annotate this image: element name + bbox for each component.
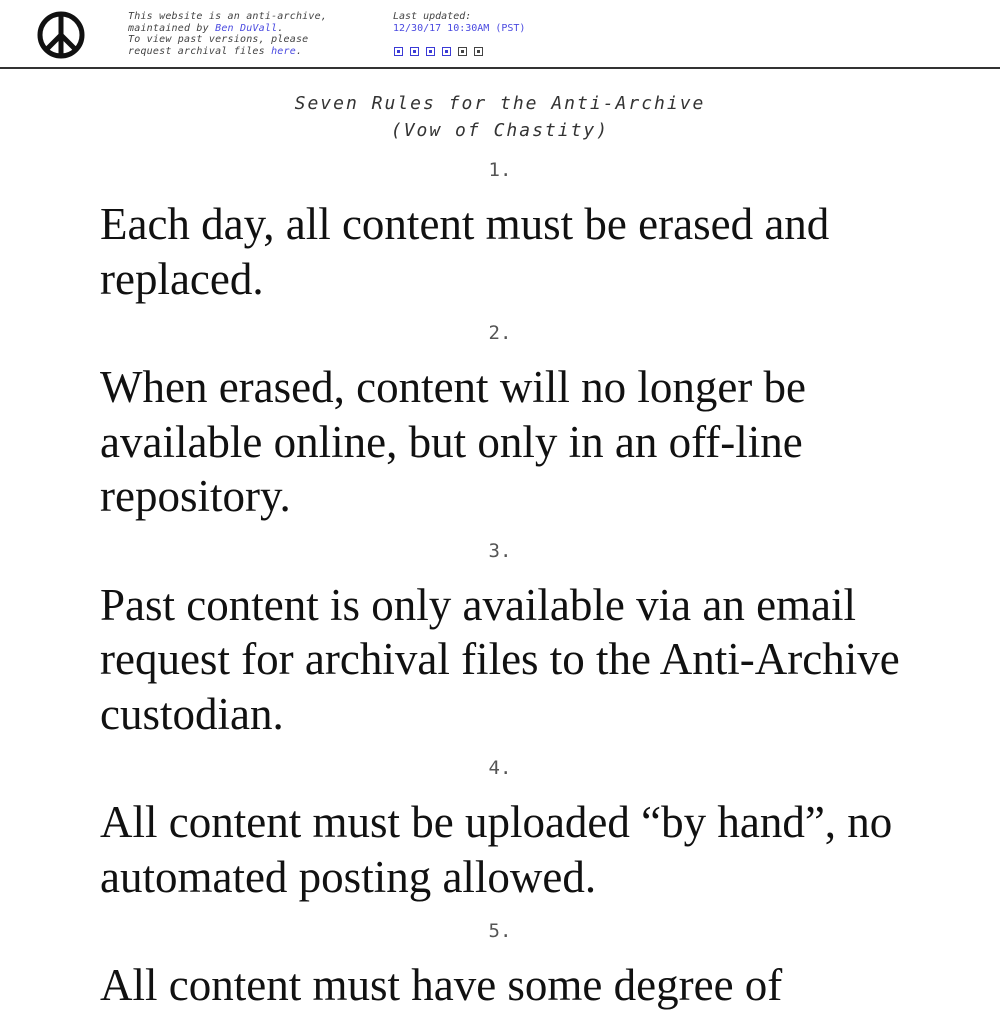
- info-line: This website is an anti-archive,: [128, 11, 328, 22]
- last-updated: [393, 11, 613, 35]
- rule-text: When erased, content will no longer be available online, but only in an off-line repository.: [100, 362, 807, 521]
- rule-text: Past content is only available via an email request for archival files to the Anti-Archive custodian.: [100, 579, 900, 739]
- page-title: [0, 90, 1000, 144]
- rule-text: Each day, all content must be erased and replaced.: [100, 199, 830, 304]
- rule-item: [100, 318, 910, 524]
- maintainer-link[interactable]: Ben DuVall: [215, 22, 278, 34]
- blue-square-icon[interactable]: [442, 47, 451, 56]
- rule-item: [100, 753, 910, 904]
- archival-request-link[interactable]: here: [271, 45, 296, 57]
- rule-text: All content must be uploaded “by hand”, no automated posting allowed.: [100, 797, 893, 902]
- rule-text: All content must have some degree of: [100, 960, 783, 1010]
- header-bar: [0, 0, 1000, 69]
- info-text: maintained by: [128, 22, 216, 34]
- rule-item: [100, 536, 910, 742]
- info-line: [128, 46, 378, 58]
- title-line: Seven Rules for the Anti-Archive: [294, 93, 706, 114]
- rule-number: 3.: [488, 539, 512, 562]
- version-squares: [394, 47, 483, 56]
- dark-square-icon[interactable]: [458, 47, 467, 56]
- info-text: .: [277, 22, 284, 34]
- rule-number: 2.: [488, 322, 512, 344]
- info-text: .: [295, 45, 303, 57]
- info-line: To view past versions, please: [128, 34, 309, 45]
- info-text: request archival files: [128, 45, 272, 57]
- rule-item: [100, 916, 910, 1013]
- updated-timestamp: 12/30/17 10:30AM (PST): [393, 23, 526, 34]
- rule-number: 4.: [488, 757, 512, 779]
- info-line: [128, 23, 378, 35]
- blue-square-icon[interactable]: [394, 47, 403, 56]
- dark-square-icon[interactable]: [474, 47, 483, 56]
- updated-label: Last updated:: [393, 11, 472, 22]
- title-subline: (Vow of Chastity): [390, 120, 610, 141]
- rule-number: 5.: [488, 920, 512, 942]
- rule-item: [100, 155, 910, 306]
- rules-list: [100, 155, 910, 1025]
- site-info: [128, 11, 378, 57]
- blue-square-icon[interactable]: [410, 47, 419, 56]
- peace-symbol-icon[interactable]: [37, 11, 85, 59]
- rule-number: 1.: [488, 159, 512, 181]
- blue-square-icon[interactable]: [426, 47, 435, 56]
